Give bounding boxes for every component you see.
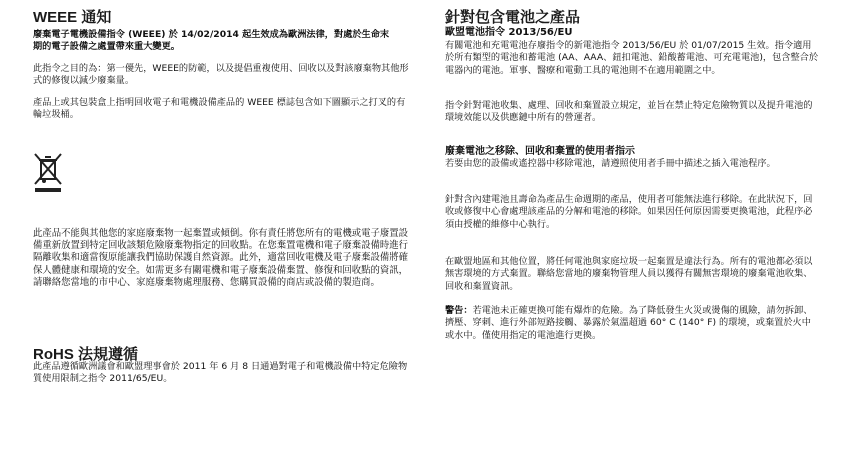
rohs-title: RoHS 法規遵循 [33, 346, 139, 363]
battery-disposal-law: 在歐盟地區和其他位置，將任何電池與家庭垃圾一起棄置是違法行為。所有的電池都必須以無害環境的方式棄置。聯絡您當地的廢棄物管理人員以獲得有關無害環境的廢棄電池收集、回收和棄置資訊。 [445, 256, 813, 292]
warning-text: 若電池未正確更換可能有爆炸的危險。為了降低發生火災或燙傷的風險，請勿拆卸、擠壓、穿刺、進行外部短路接觸、暴露於氣溫超過 60° C (140° F) 的環境，或棄置於火中或水中。僅使用指定的電池進行更換。 [445, 305, 813, 341]
battery-directive-purpose: 指令針對電池收集、處理、回收和棄置設立規定，並旨在禁止特定危險物質以及提升電池的環境效能以及供應鏈中所有的營運者。 [445, 100, 813, 124]
rohs-statement: 此產品遵循歐洲議會和歐盟理事會於 2011 年 6 月 8 日通過對電子和電機設備中特定危險物質使用限制之指令 2011/65/EU。 [33, 361, 408, 385]
battery-removal-title: 廢棄電池之移除、回收和棄置的使用者指示 [445, 146, 635, 157]
battery-title: 針對包含電池之產品 [445, 9, 581, 26]
weee-intro: 廢棄電子電機設備指令 (WEEE) 於 14/02/2014 起生效成為歐洲法律，對處於生命末期的電子設備之處置帶來重大變更。 [33, 29, 390, 53]
weee-title: WEEE 通知 [33, 9, 112, 26]
crossed-wheelie-bin-icon [33, 151, 63, 193]
battery-warning [445, 305, 820, 342]
weee-disposal-instructions: 此產品不能與其他您的家庭廢棄物一起棄置或傾倒。你有責任將您所有的電機或電子廢置設備重新放置到特定回收該類危險廢棄物指定的回收點。在您棄置電機和電子廢棄設備時進行隔離收集和適當復原能讓我們協助保護自然資源。此外，適當回收電機及電子廢棄設備將確保人體健康和環境的安全。如需更多有關電機和電子廢棄設備棄置、修復和回收點的資訊，請聯絡您當地的市中心、家庭廢棄物處理服務、您購買設備的商店或設備的製造商。 [33, 228, 409, 288]
battery-directive-text: 有關電池和充電電池存廢指令的新電池指令 2013/56/EU 於 01/07/2015 生效。指令適用於所有類型的電池和蓄電池 (AA、AAA、鈕扣電池、鉛酸蓄電池、可充電電池)，包含整合於電器內的電池。軍事、醫療和電動工具的電池則不在適用範圍之中。 [445, 40, 819, 76]
weee-purpose: 此指令之目的為：第一優先，WEEE的防範，以及提倡重複使用、回收以及對該廢棄物其他形式的修復以減少廢棄量。 [33, 63, 409, 87]
battery-directive-subtitle: 歐盟電池指令 2013/56/EU [445, 27, 573, 38]
warning-label: 警告： [445, 305, 473, 316]
battery-builtin-note: 針對含內建電池且壽命為產品生命週期的產品，使用者可能無法進行移除。在此狀況下，回收或修復中心會處理該產品的分解和電池的移除。如果因任何原因需要更換電池，此程序必須由授權的維修中心執行。 [445, 194, 813, 230]
weee-mark-description: 產品上或其包裝盒上指明回收電子和電機設備產品的 WEEE 標誌包含如下圖顯示之打叉的有輪垃圾桶。 [33, 97, 406, 121]
battery-removal-step: 若要由您的設備或遙控器中移除電池，請遵照使用者手冊中描述之插入電池程序。 [445, 158, 776, 169]
